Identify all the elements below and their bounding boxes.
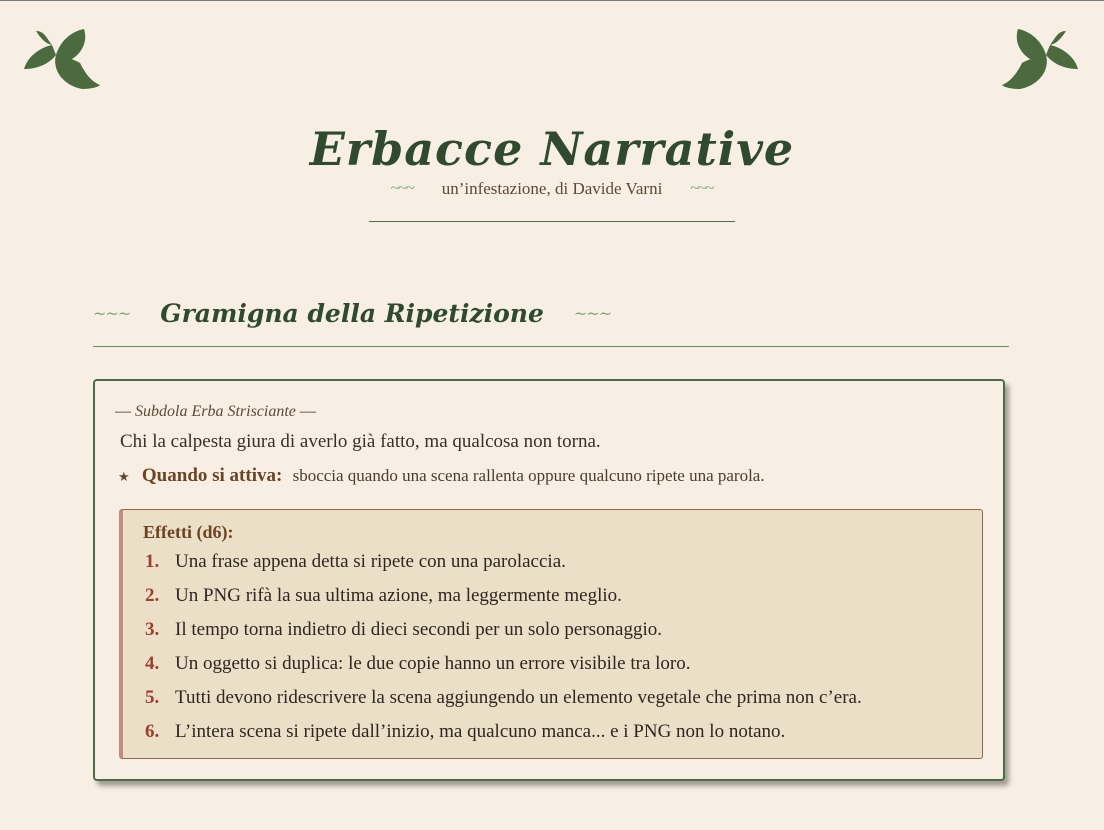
trigger-line [118, 465, 765, 487]
effect-item [145, 548, 862, 582]
section-title-row [93, 291, 1009, 335]
effect-item [145, 650, 862, 684]
effect-text: L’intera scena si ripete dall’inizio, ma qualcuno manca... e i PNG non lo notano. [175, 721, 786, 742]
page-title: Erbacce Narrative [309, 122, 795, 176]
section-squiggle-left-icon: ~~~ [93, 303, 131, 323]
section-squiggle-right-icon: ~~~ [573, 303, 612, 323]
weed-kind [115, 403, 316, 421]
trigger-label: Quando si attiva: [141, 465, 283, 486]
effect-number: 6. [145, 721, 160, 742]
effects-box [119, 509, 983, 759]
star-icon: ★ [118, 469, 130, 484]
kind-dash-left: — [115, 403, 131, 420]
effect-item [145, 684, 862, 718]
squiggle-right-icon: ~~~ [690, 180, 714, 197]
squiggle-left-icon: ~~~ [390, 180, 414, 197]
effect-number: 5. [145, 687, 160, 708]
title-divider [369, 221, 735, 222]
effect-number: 3. [145, 619, 160, 640]
effect-number: 1. [145, 551, 160, 572]
effect-number: 2. [145, 585, 160, 606]
trigger-text: sboccia quando una scena rallenta oppure qualcuno ripete una parola. [292, 466, 765, 485]
effect-text: Una frase appena detta si ripete con una parolaccia. [175, 551, 566, 572]
effects-title: Effetti (d6): [143, 522, 234, 542]
subtitle-row [0, 179, 1104, 199]
page-header [0, 1, 1104, 222]
effect-number: 4. [145, 653, 160, 674]
effect-text: Il tempo torna indietro di dieci secondi per un solo personaggio. [175, 619, 663, 640]
weed-kind-label: Subdola Erba Strisciante [135, 403, 296, 420]
kind-dash-right: — [299, 403, 316, 420]
effects-list [145, 548, 862, 752]
leaf-ornament-left-icon [22, 25, 102, 91]
effect-text: Un oggetto si duplica: le due copie hanno un errore visibile tra loro. [175, 653, 691, 674]
effect-text: Un PNG rifà la sua ultima azione, ma leggermente meglio. [175, 585, 622, 606]
effect-text: Tutti devono ridescrivere la scena aggiungendo un elemento vegetale che prima non c’era. [175, 687, 862, 708]
section-header [93, 291, 1009, 347]
weed-description: Chi la calpesta giura di averlo già fatto, ma qualcosa non torna. [120, 431, 601, 452]
leaf-ornament-right-icon [1000, 25, 1080, 91]
effect-item [145, 616, 862, 650]
effect-item [145, 582, 862, 616]
section-title: Gramigna della Ripetizione [160, 298, 544, 328]
subtitle: un’infestazione, di Davide Varni [441, 179, 663, 198]
weed-card [93, 379, 1005, 781]
effect-item [145, 718, 862, 752]
